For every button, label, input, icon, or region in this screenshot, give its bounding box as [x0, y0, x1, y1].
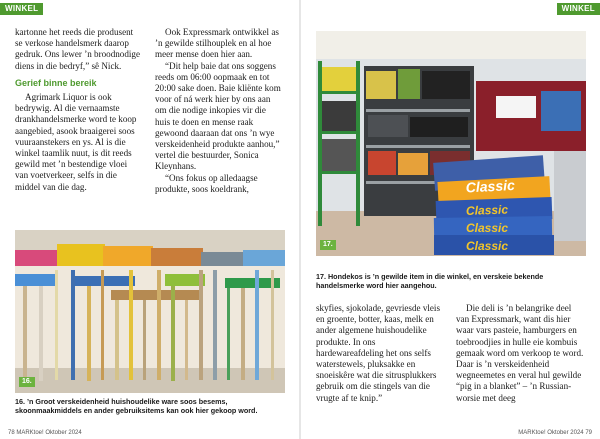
photo-number-17: 17.	[320, 240, 336, 250]
brooms-illustration	[15, 230, 285, 393]
right-col2-paragraph-1: Die deli is ’n belangrike deel van Expressmark, want dis hier waar vars pasteie, hamburgers en toebroodjies in hulle eie kombuis gemaak word om verkoop te word. Daar is ’n verskeidenheid wegneemetes en veral hul gewilde “pig in a blanket” – ’n Russian-worsie met deeg	[456, 303, 584, 403]
right-col1-paragraph-1: skyfies, sjokolade, gevriesde vleis en groente, botter, kaas, melk en ander algemene huishoudelike produkte. In ons hardewareafdeling het ons selfs waterstewels, pluksakke en snoeiskêre wat die sitrusplukkers gebruik om die stingels van die vrugte af te knip.”	[316, 303, 441, 403]
page-gutter	[299, 0, 301, 439]
folio-right: MARKtoe! Oktober 2024 79	[518, 430, 592, 436]
left-col2-paragraph-3: “Ons fokus op alledaagse produkte, soos koeldrank,	[155, 172, 258, 194]
dog-food-photo	[316, 31, 586, 256]
brooms-photo	[15, 230, 285, 393]
subheading: Gerief binne bereik	[15, 77, 97, 88]
left-col1-paragraph-1: kartonne het reeds die produsent se verkose handelsmerk daarop gedruk. Ons lewer ’n broodnodige diens in die bedryf,” sê Nick.	[15, 27, 141, 71]
section-tab-left: WINKEL	[0, 3, 43, 15]
folio-left: 78 MARKtoe! Oktober 2024	[8, 430, 82, 436]
bag-label-2: Classic	[465, 202, 509, 218]
left-col2-paragraph-1: Ook Expressmark ontwikkel as ’n gewilde stilhouplek en al hoe meer mense doen hier aan.	[155, 27, 279, 60]
right-column-1	[316, 303, 445, 404]
store-shelves-illustration	[316, 31, 586, 256]
left-column-1	[15, 27, 142, 193]
left-col1-paragraph-2: Agrimark Liquor is ook bedrywig. Al die vernaamste drankhandelsmerke word te koop aangebied, asook braaigerei soos vuuraanstekers en ys. Al is die winkel taamlik nuut, is dit reeds gewild met ’n bestendige vloei van voetverkeer, selfs in die middel van die dag.	[15, 92, 137, 192]
caption-16: 16. ’n Groot verskeidenheid huishoudelike ware soos besems, skoonmaakmiddels en ander gebruiksitems kan ook hier gekoop word.	[15, 397, 258, 415]
bag-label-3: Classic	[466, 221, 509, 235]
section-tab-right: WINKEL	[557, 3, 600, 15]
right-column-2	[456, 303, 586, 404]
left-col2-paragraph-2: “Dit help baie dat ons soggens reeds om 06:00 oopmaak en tot 20:00 sake doen. Baie kliënte kom voor of ná werk hier by ons aan om die nodige inkopies vir die huis te doen en mense raak gewoond daaraan dat ons ’n wye verskeidenheid produkte aanhou,” vertel die bestuurder, Sonica Kleynhans.	[155, 60, 281, 172]
caption-17: 17. Hondekos is ’n gewilde item in die winkel, en verskeie bekende handelsmerke word hier aangehou.	[316, 272, 544, 290]
photo-number-16: 16.	[19, 377, 35, 387]
left-column-2	[155, 27, 283, 195]
bag-label-4: Classic	[466, 239, 509, 253]
bag-label-1: Classic	[465, 176, 516, 196]
